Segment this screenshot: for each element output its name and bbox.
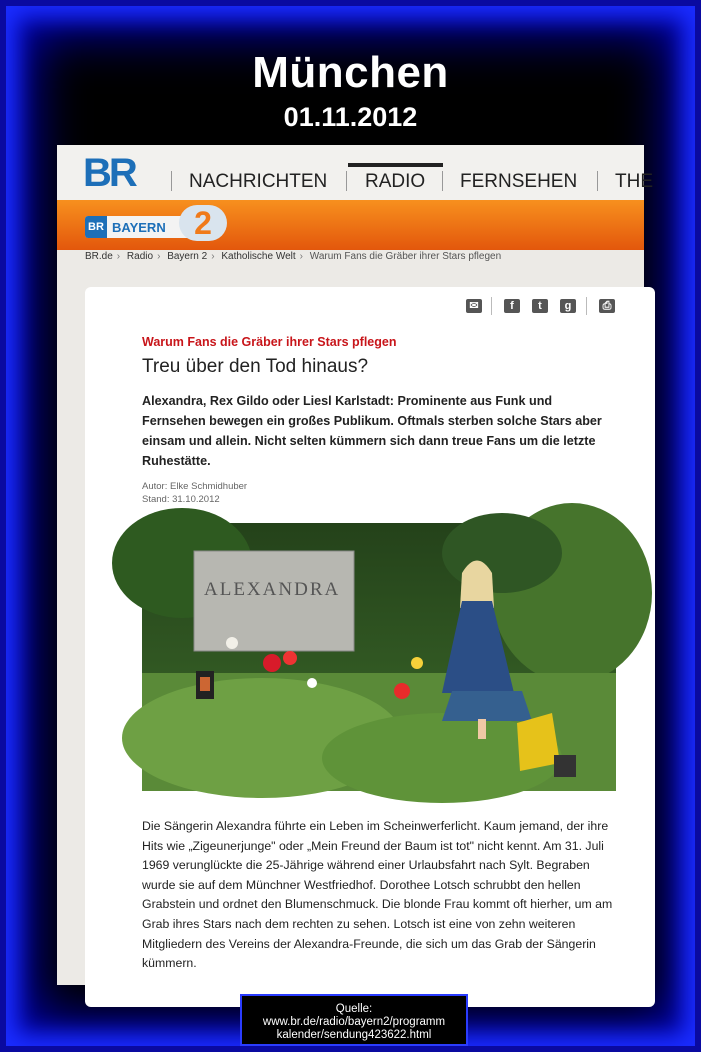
source-label: Quelle: [335,1003,373,1015]
article-photo[interactable] [142,523,616,791]
article-card [85,287,655,1007]
breadcrumb-item[interactable]: Bayern 2 [167,251,208,262]
nav-nachrichten[interactable]: NACHRICHTEN [189,171,328,192]
article-meta [142,480,247,506]
nav-more[interactable]: THE [615,171,653,192]
station-name: BAYERN [112,219,166,235]
nav-separator [597,171,598,191]
nav-separator [442,171,443,191]
breadcrumb-current: Warum Fans die Gräber ihrer Stars pflegen [309,251,502,262]
breadcrumb-item[interactable]: Katholische Welt [221,251,296,262]
source-url-line2[interactable]: kalender/sendung423622.html [276,1029,432,1041]
city-title: München [252,48,449,97]
nav-radio[interactable]: RADIO [365,171,426,192]
breadcrumb-item[interactable]: BR.de [85,251,113,262]
facebook-icon[interactable]: f [504,299,520,313]
divider [491,297,492,315]
station-number: 2 [179,205,227,241]
nav-separator [171,171,172,191]
active-nav-indicator [348,163,443,167]
divider [586,297,587,315]
breadcrumb-item[interactable]: Radio [126,251,154,262]
article-date: Stand: 31.10.2012 [142,494,220,505]
top-navigation [57,145,653,200]
article-headline: Treu über den Tod hinaus? [142,356,369,377]
webpage-screenshot [57,145,653,985]
source-url-line1[interactable]: www.br.de/radio/bayern2/programm [262,1016,446,1028]
googleplus-icon[interactable]: g [560,299,576,313]
article-lead: Alexandra, Rex Gildo oder Liesl Karlstadt: Prominente aus Funk und Fernsehen bewegen ein großes Publikum. Oftmals sterben solche Stars aber einsam und allein. Nicht selten kümmern sich dann treue Fans um die letzte Ruhestätte. [142,394,602,468]
grave-photo-illustration [142,523,616,791]
gravestone-inscription: ALEXANDRA [204,579,341,600]
breadcrumb: BR.de › Radio › Bayern 2 › Katholische Welt › Warum Fans die Gräber ihrer Stars pflegen [85,251,502,262]
article-author: Autor: Elke Schmidhuber [142,481,248,492]
br-logo[interactable]: BR [83,151,135,195]
twitter-icon[interactable]: t [532,299,548,313]
article-kicker: Warum Fans die Gräber ihrer Stars pflegen [142,335,397,349]
source-box [240,994,468,1046]
article-body: Die Sängerin Alexandra führte ein Leben im Scheinwerferlicht. Kaum jemand, der ihre Hits wie „Zigeunerjunge" oder „Mein Freund der Baum ist tot" nicht kennt. Am 31. Juli 1969 verunglückte die 25-Jährige während einer Urlaubsfahrt nach Sylt. Begraben wurde sie auf dem Münchner Westfriedhof. Dorothee Lotsch schrubbt den hellen Grabstein und ordnet den Blumenschmuck. Die blonde Frau kommt oft hierher, um am Grab ihres Stars nach dem rechten zu sehen. Lotsch ist eine von zehn weiteren Mitgliedern des Vereins der Alexandra-Freunde, die sich um das Grab der Sängerin kümmern. [142,819,613,971]
date-title: 01.11.2012 [283,102,418,132]
nav-fernsehen[interactable]: FERNSEHEN [460,171,578,192]
mail-icon[interactable]: ✉ [466,299,482,313]
station-banner [57,200,644,250]
print-icon[interactable]: ⎙ [599,299,615,313]
nav-separator [346,171,347,191]
br-mini-logo: BR [85,216,107,238]
